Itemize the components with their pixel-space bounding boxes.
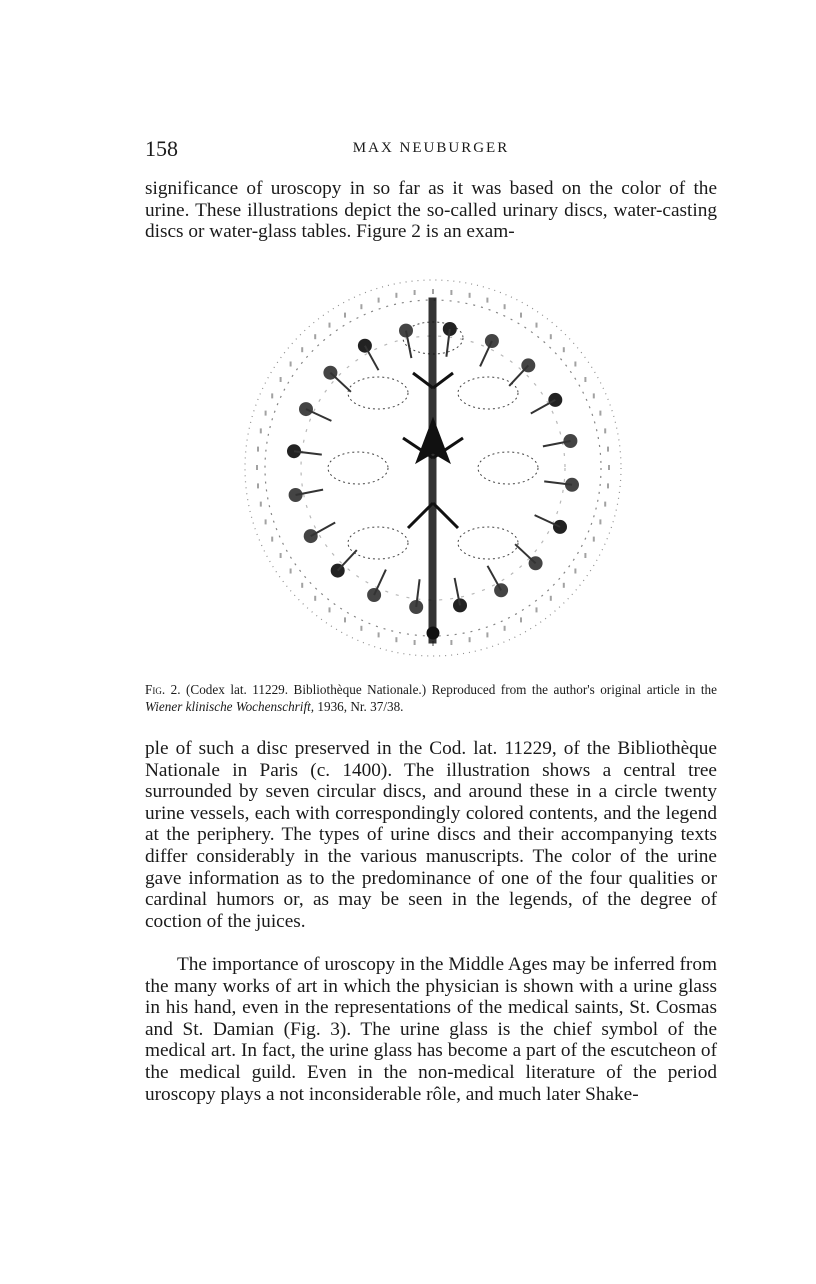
legend-mark bbox=[584, 377, 586, 382]
legend-mark bbox=[574, 569, 576, 574]
urine-vessel bbox=[553, 520, 567, 534]
vessel-neck bbox=[488, 566, 502, 591]
legend-mark bbox=[395, 637, 397, 642]
legend-mark bbox=[607, 447, 609, 452]
caption-citation: 1936, Nr. 37/38. bbox=[317, 699, 404, 714]
vessel-neck bbox=[338, 550, 357, 571]
legend-mark bbox=[563, 583, 565, 588]
legend-mark bbox=[280, 553, 282, 558]
vessel-neck bbox=[330, 373, 351, 392]
legend-mark bbox=[450, 640, 452, 645]
paragraph-1: significance of uroscopy in so far as it was based on the color of the urine. These illustrations depict the so-called urinary discs, water-casting discs or water-glass tables. Figure 2 is an exam- bbox=[145, 178, 717, 243]
legend-mark bbox=[265, 519, 267, 524]
legend-mark bbox=[504, 626, 506, 631]
legend-mark bbox=[486, 298, 488, 303]
legend-mark bbox=[604, 428, 606, 433]
urinary-disc-illustration bbox=[238, 278, 628, 663]
circular-disc bbox=[478, 452, 538, 484]
legend-mark bbox=[256, 465, 258, 470]
legend-mark bbox=[360, 304, 362, 309]
legend-mark bbox=[536, 607, 538, 612]
legend-mark bbox=[378, 298, 380, 303]
urine-vessel bbox=[548, 393, 562, 407]
legend-mark bbox=[520, 313, 522, 318]
legend-mark bbox=[574, 362, 576, 367]
circular-disc bbox=[348, 377, 408, 409]
tree-trunk bbox=[429, 298, 436, 643]
legend-mark bbox=[344, 617, 346, 622]
legend-mark bbox=[260, 502, 262, 507]
legend-mark bbox=[344, 313, 346, 318]
legend-mark bbox=[469, 293, 471, 298]
vessel-neck bbox=[535, 515, 560, 527]
page-header bbox=[145, 136, 717, 164]
legend-mark bbox=[607, 483, 609, 488]
legend-mark bbox=[604, 502, 606, 507]
legend-mark bbox=[504, 304, 506, 309]
legend-mark bbox=[395, 293, 397, 298]
legend-mark bbox=[469, 637, 471, 642]
figure-caption bbox=[145, 681, 717, 715]
legend-mark bbox=[329, 323, 331, 328]
legend-mark bbox=[290, 362, 292, 367]
legend-mark bbox=[360, 626, 362, 631]
vessel-neck bbox=[374, 570, 386, 595]
legend-mark bbox=[378, 632, 380, 637]
page-number: 158 bbox=[145, 136, 178, 161]
urinary-disc-figure bbox=[238, 278, 628, 663]
legend-mark bbox=[260, 428, 262, 433]
journal-name: Wiener klinische Wochenschrift, bbox=[145, 699, 315, 714]
legend-mark bbox=[599, 411, 601, 416]
circular-disc bbox=[458, 377, 518, 409]
vessel-neck bbox=[311, 523, 336, 537]
vessel-neck bbox=[509, 365, 528, 386]
legend-mark bbox=[257, 483, 259, 488]
circular-disc bbox=[458, 527, 518, 559]
legend-mark bbox=[486, 632, 488, 637]
legend-mark bbox=[550, 334, 552, 339]
legend-mark bbox=[608, 465, 610, 470]
vessel-neck bbox=[515, 544, 536, 563]
legend-mark bbox=[414, 290, 416, 295]
legend-mark bbox=[563, 347, 565, 352]
legend-mark bbox=[450, 290, 452, 295]
legend-mark bbox=[271, 393, 273, 398]
paragraph-3: The importance of uroscopy in the Middle Ages may be inferred from the many works of art in which the physician is shown with a urine glass in his hand, even in the representations of the medical saints, St. Cosmas and St. Damian (Fig. 3). The urine glass is the chief symbol of the medical art. In fact, the urine glass has become a part of the escutcheon of the medical guild. Even in the non-medical literature of the period uroscopy plays a not inconsiderable rôle, and much later Shake- bbox=[145, 954, 717, 1105]
legend-mark bbox=[432, 289, 434, 294]
circular-disc bbox=[348, 527, 408, 559]
legend-mark bbox=[550, 596, 552, 601]
figure-label: Fig. 2. bbox=[145, 682, 181, 697]
legend-mark bbox=[280, 377, 282, 382]
running-head: MAX NEUBURGER bbox=[352, 140, 510, 156]
legend-mark bbox=[599, 519, 601, 524]
legend-mark bbox=[290, 569, 292, 574]
tree-root bbox=[427, 627, 439, 639]
caption-text: (Codex lat. 11229. Bibliothèque Nationale.) Reproduced from the author's original article in the bbox=[186, 682, 717, 697]
legend-mark bbox=[301, 583, 303, 588]
legend-mark bbox=[329, 607, 331, 612]
legend-mark bbox=[314, 334, 316, 339]
legend-mark bbox=[301, 347, 303, 352]
legend-mark bbox=[536, 323, 538, 328]
paragraph-2: ple of such a disc preserved in the Cod. lat. 11229, of the Bibliothèque Nationale in Paris (c. 1400). The illustration shows a central tree surrounded by seven circular discs, and around these in a circle twenty urine vessels, each with correspondingly colored contents, and the legend at the periphery. The types of urine discs and their accompanying texts differ considerably in the various manuscripts. The color of the urine gave information as to the predominance of one of the four qualities or cardinal humors or, as may be seen in the legends, of the degree of coction of the juices. bbox=[145, 738, 717, 932]
legend-mark bbox=[593, 537, 595, 542]
legend-mark bbox=[520, 617, 522, 622]
legend-mark bbox=[257, 447, 259, 452]
legend-mark bbox=[584, 553, 586, 558]
legend-mark bbox=[271, 537, 273, 542]
circular-disc bbox=[328, 452, 388, 484]
legend-mark bbox=[314, 596, 316, 601]
legend-mark bbox=[414, 640, 416, 645]
legend-mark bbox=[593, 393, 595, 398]
legend-mark bbox=[265, 411, 267, 416]
